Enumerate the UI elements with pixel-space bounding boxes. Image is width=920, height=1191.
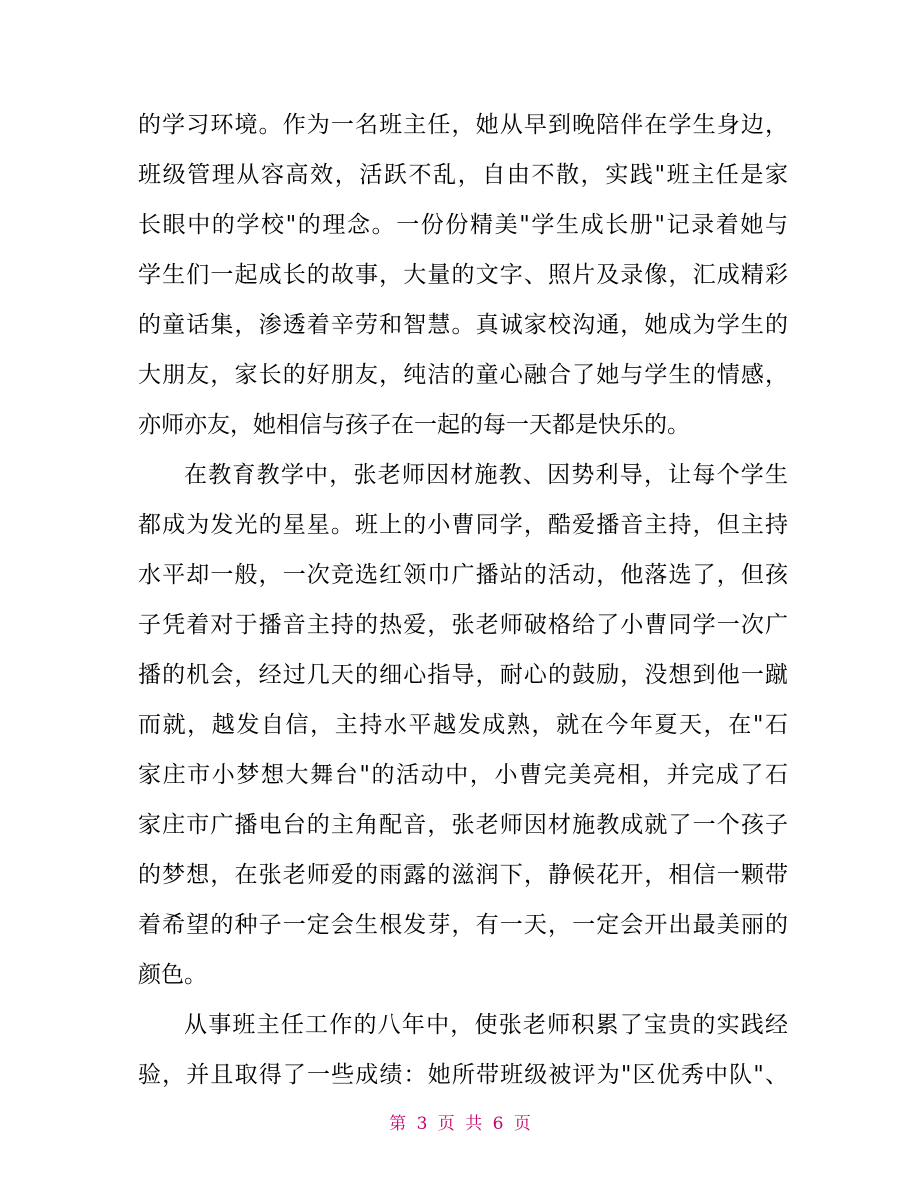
text-line: 的梦想，在张老师爱的雨露的滋润下，静候花开，相信一颗带: [138, 862, 788, 888]
text-line: 家庄市广播电台的主角配音，张老师因材施教成就了一个孩子: [138, 812, 788, 838]
text-line: 颜色。: [138, 962, 207, 988]
text-line: 长眼中的学校"的理念。一份份精美"学生成长册"记录着她与: [138, 212, 788, 238]
text-line: 而就，越发自信，主持水平越发成熟，就在今年夏天，在"石: [138, 712, 788, 738]
text-line: 的童话集，渗透着辛劳和智慧。真诚家校沟通，她成为学生的: [138, 312, 788, 338]
text-line: 学生们一起成长的故事，大量的文字、照片及录像，汇成精彩: [138, 262, 788, 288]
text-line: 都成为发光的星星。班上的小曹同学，酷爱播音主持，但主持: [138, 512, 788, 538]
text-line: 从事班主任工作的八年中，使张老师积累了宝贵的实践经: [184, 1012, 788, 1038]
page-indicator: 第 3 页 共 6 页: [389, 1114, 531, 1134]
text-line: 的学习环境。作为一名班主任，她从早到晚陪伴在学生身边，: [138, 112, 788, 138]
text-line: 子凭着对于播音主持的热爱，张老师破格给了小曹同学一次广: [138, 612, 788, 638]
text-line: 亦师亦友，她相信与孩子在一起的每一天都是快乐的。: [138, 412, 690, 438]
text-line: 着希望的种子一定会生根发芽，有一天，一定会开出最美丽的: [138, 912, 788, 938]
text-line: 家庄市小梦想大舞台"的活动中，小曹完美亮相，并完成了石: [138, 762, 788, 788]
text-line: 验，并且取得了一些成绩：她所带班级被评为"区优秀中队"、: [138, 1062, 788, 1088]
text-line: 大朋友，家长的好朋友，纯洁的童心融合了她与学生的情感，: [138, 362, 788, 388]
text-line: 水平却一般，一次竞选红领巾广播站的活动，他落选了，但孩: [138, 562, 788, 588]
text-line: 在教育教学中，张老师因材施教、因势利导，让每个学生: [184, 462, 788, 488]
text-line: 播的机会，经过几天的细心指导，耐心的鼓励，没想到他一蹴: [138, 662, 788, 688]
document-body: [138, 100, 788, 1100]
text-line: 班级管理从容高效，活跃不乱，自由不散，实践"班主任是家: [138, 162, 788, 188]
page-footer: [0, 1112, 920, 1136]
